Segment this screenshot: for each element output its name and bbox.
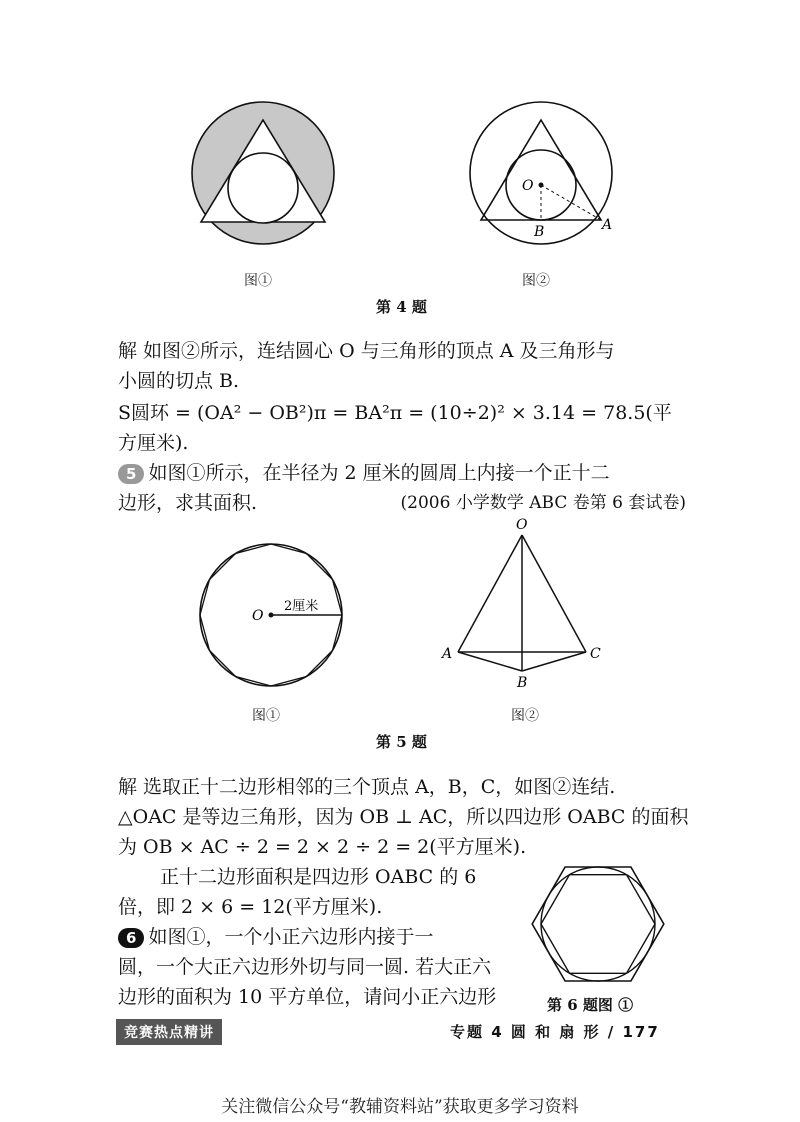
fig4-label-a: A xyxy=(602,217,613,233)
fig5-diagram-1 xyxy=(196,540,346,690)
fig5-caption-2: 图② xyxy=(511,708,539,724)
bottom-watermark-note: 关注微信公众号“教辅资料站”获取更多学习资料 xyxy=(221,1097,579,1117)
fig4-title: 第 4 题 xyxy=(376,298,427,316)
fig5-label-o: O xyxy=(252,608,264,624)
sol5-line2: △OAC 是等边三角形，因为 OB ⊥ AC，所以四边形 OABC 的面积 xyxy=(118,806,689,828)
fig5-label-a: A xyxy=(442,646,453,662)
fig4-label-b: B xyxy=(534,224,545,240)
sol4-line2: 小圆的切点 B. xyxy=(118,370,240,392)
sol4-line1: 解 如图②所示，连结圆心 O 与三角形的顶点 A 及三角形与 xyxy=(118,340,615,362)
q5-badge: 5 xyxy=(118,464,144,484)
sol5-line4: 正十二边形面积是四边形 OABC 的 6 xyxy=(160,866,477,888)
fig4-caption-1: 图① xyxy=(244,273,272,289)
footer-chapter-page: 专题 4 圆 和 扇 形 / 177 xyxy=(450,1023,660,1041)
sol4-line4: 方厘米). xyxy=(118,432,189,454)
q5-line2-row xyxy=(118,488,686,518)
fig4-diagram-1 xyxy=(188,98,338,248)
footer-section-label: 竞赛热点精讲 xyxy=(116,1019,222,1045)
q6-line2: 圆，一个大正六边形外切与同一圆. 若大正六 xyxy=(118,956,492,978)
fig5-radius-label: 2厘米 xyxy=(284,599,319,614)
q5-source: (2006 小学数学 ABC 卷第 6 套试卷) xyxy=(400,493,686,513)
fig5-caption-1: 图① xyxy=(252,708,280,724)
fig5-label-o2: O xyxy=(516,517,528,533)
q6-badge: 6 xyxy=(118,928,144,948)
sol4-line3: S圆环 = (OA² − OB²)π = BA²π = (10÷2)² × 3.14 = 78.5(平 xyxy=(118,402,672,424)
q5-line1: 如图①所示，在半径为 2 厘米的圆周上内接一个正十二 xyxy=(148,462,610,484)
q6-line1: 如图①，一个小正六边形内接于一 xyxy=(148,926,434,948)
fig6-diagram xyxy=(518,858,678,990)
q6-line3: 边形的面积为 10 平方单位，请问小正六边形 xyxy=(118,986,497,1008)
fig4-diagram-2 xyxy=(466,98,626,248)
fig6-caption: 第 6 题图 ① xyxy=(547,996,634,1014)
sol5-line1: 解 选取正十二边形相邻的三个顶点 A，B，C，如图②连结. xyxy=(118,776,616,798)
sol5-line5: 倍，即 2 × 6 = 12(平方厘米). xyxy=(118,896,383,918)
sol5-line3: 为 OB × AC ÷ 2 = 2 × 2 ÷ 2 = 2(平方厘米). xyxy=(118,836,527,858)
fig5-title: 第 5 题 xyxy=(376,733,427,751)
q5-line2: 边形，求其面积. xyxy=(118,492,258,514)
fig5-label-c: C xyxy=(590,646,601,662)
fig4-label-o: O xyxy=(522,178,534,194)
fig4-caption-2: 图② xyxy=(522,273,550,289)
fig5-diagram-2 xyxy=(436,515,616,695)
fig5-label-b: B xyxy=(517,675,528,691)
